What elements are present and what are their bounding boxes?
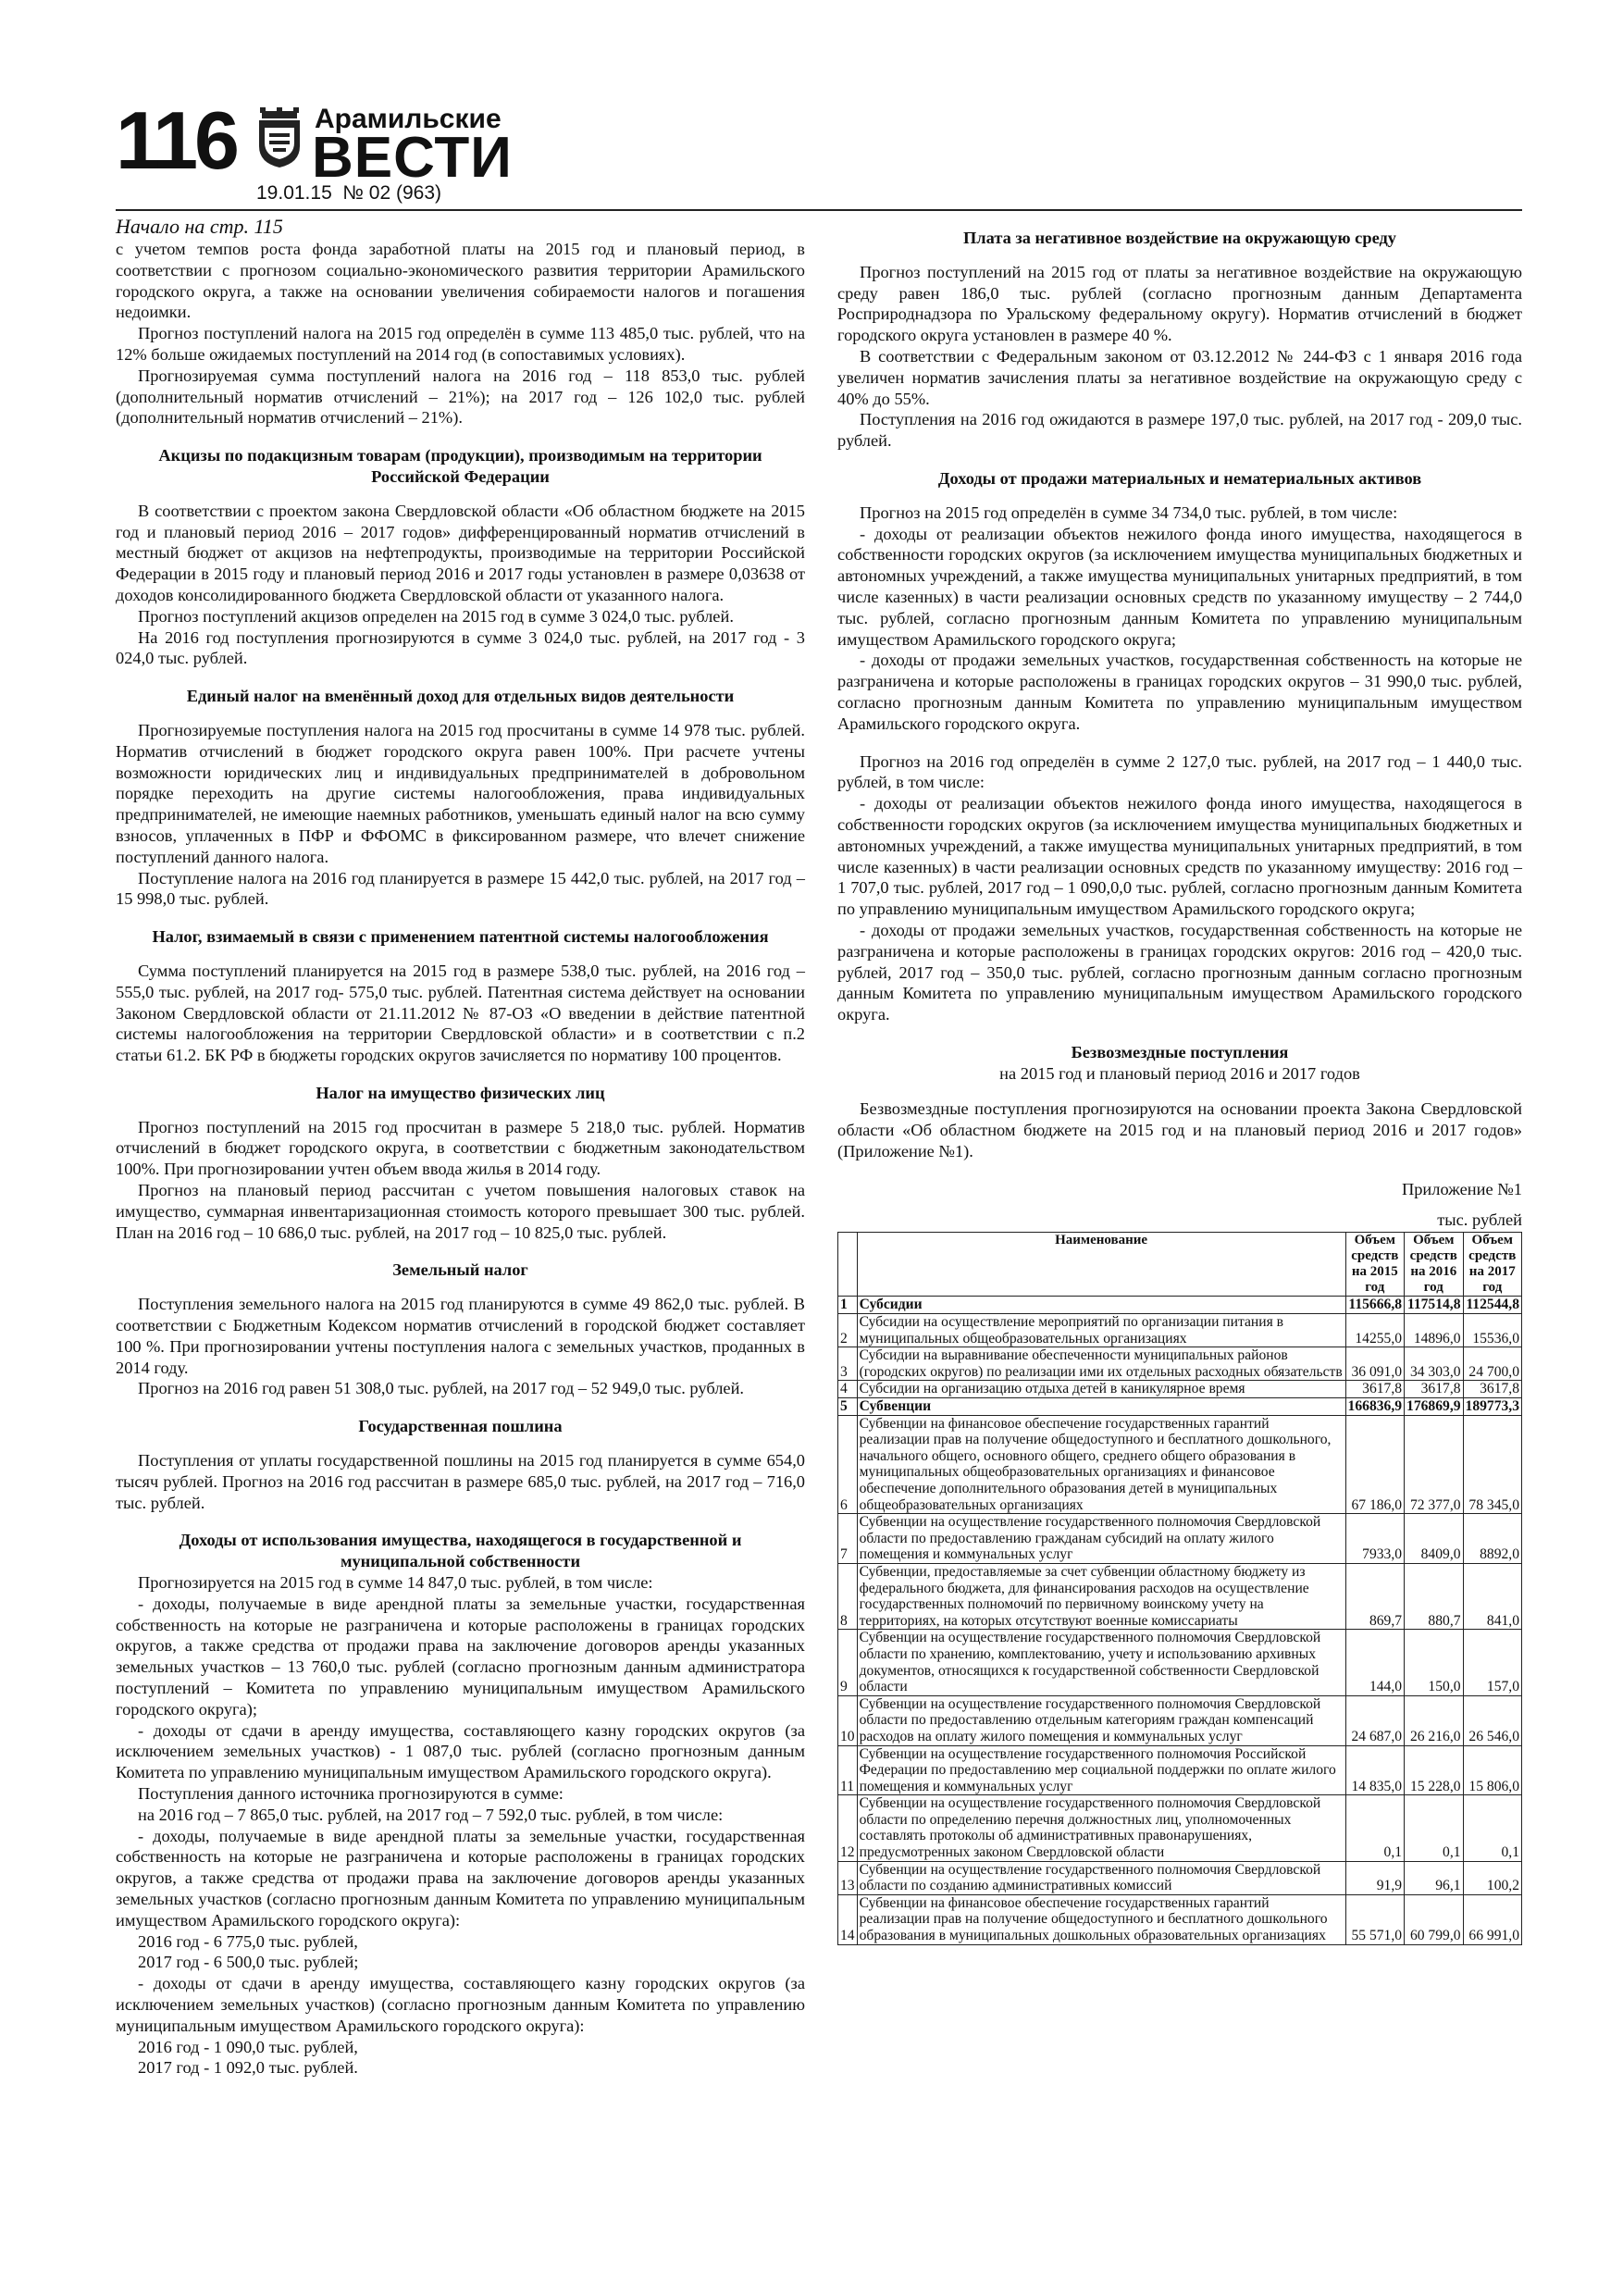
page-number: 116	[116, 94, 236, 186]
section-heading: Доходы от использования имущества, находящегося в государственной и муниципальной собственности	[179, 1531, 742, 1571]
row-number: 9	[838, 1630, 858, 1695]
table-row	[838, 1894, 1522, 1944]
row-name: Субсидии	[857, 1297, 1345, 1314]
value-2015: 144,0	[1345, 1630, 1404, 1695]
value-2017: 8892,0	[1463, 1514, 1521, 1564]
header-rule	[116, 209, 1522, 211]
value-2016: 150,0	[1405, 1630, 1463, 1695]
value-2017: 26 546,0	[1463, 1695, 1521, 1745]
table-header-row	[838, 1233, 1522, 1297]
paragraph: - доходы от сдачи в аренду имущества, составляющего казну городских округов (за исключением земельных участков) - 1 087,0 тыс. рублей (согласно прогнозным данным Комитета по управлению муниципальным имуществом Арамильского городского округа).	[116, 1720, 805, 1782]
paragraph: Прогноз на 2016 год определён в сумме 2 127,0 тыс. рублей, на 2017 год – 1 440,0 тыс. рублей, в том числе:	[837, 751, 1522, 792]
paragraph: Поступления на 2016 год ожидаются в размере 197,0 тыс. рублей, на 2017 год - 209,0 тыс. рублей.	[837, 410, 1522, 451]
paragraph: - доходы от сдачи в аренду имущества, составляющего казну городских округов (за исключением земельных участков) (согласно прогнозным данным Комитета по управлению муниципальным имуществом Арамильского городского округа):	[116, 1974, 805, 2035]
row-number: 5	[838, 1398, 858, 1416]
value-2016: 117514,8	[1405, 1297, 1463, 1314]
paragraph: Прогноз на 2015 год определён в сумме 34 734,0 тыс. рублей, в том числе:	[860, 503, 1398, 522]
value-2017: 78 345,0	[1463, 1415, 1521, 1514]
row-number: 4	[838, 1381, 858, 1398]
row-name: Субвенции на осуществление государственного полномочия Свердловской области по созданию административных комиссий	[857, 1861, 1345, 1894]
continued-from: Начало на стр. 115	[116, 215, 283, 238]
value-2015: 166836,9	[1345, 1398, 1404, 1416]
paragraph: Поступления земельного налога на 2015 год планируются в сумме 49 862,0 тыс. рублей. В соответствии с Бюджетным Кодексом норматив отчислений в городской бюджет составляет 100 %. При прогнозировании учтены поступления налога с земельных участков, проданных в 2014 году.	[116, 1295, 805, 1377]
value-2016: 0,1	[1405, 1795, 1463, 1861]
paragraph: Поступление налога на 2016 год планируется в размере 15 442,0 тыс. рублей, на 2017 год – 15 998,0 тыс. рублей.	[116, 868, 805, 909]
paragraph: - доходы, получаемые в виде арендной платы за земельные участки, государственная собственность на которые не разграничена и которые расположены в границах городских округов, а также средства от продажи права на заключение договоров аренды указанных земельных участков – 13 760,0 тыс. рублей (согласно прогнозным данным администратора поступлений – Комитета по управлению муниципальным имуществом Арамильского городского округа);	[116, 1594, 805, 1719]
paragraph: Прогноз на плановый период рассчитан с учетом повышения налоговых ставок на имущество, суммарная инвентаризационная стоимость которого превышает 300 тыс. рублей. План на 2016 год – 10 686,0 тыс. рублей, на 2017 год – 10 825,0 тыс. рублей.	[116, 1181, 805, 1242]
paragraph: В соответствии с проектом закона Свердловской области «Об областном бюджете на 2015 год и плановый период 2016 – 2017 годов» дифференцированный норматив отчислений в местный бюджет от акцизов на нефтепродукты, производимые на территории Российской Федерации в 2015 году и плановый период 2016 и 2017 годы установлен в размере 0,03638 от доходов консолидированного бюджета Свердловской области от указанного налога.	[116, 501, 805, 604]
paragraph: - доходы от реализации объектов нежилого фонда иного имущества, находящегося в собственности городских округов (за исключением имущества муниципальных бюджетных и автономных учреждений, а также имущества муниципальных унитарных предприятий, в том числе казенных) в части реализации основных средств по указанному имуществу: 2016 год – 1 707,0 тыс. рублей, 2017 год – 1 090,0,0 тыс. рублей, согласно прогнозным данным Комитета по управлению муниципальным имуществом Арамильского городского округа;	[837, 794, 1522, 919]
row-name: Субсидии на организацию отдыха детей в каникулярное время	[857, 1381, 1345, 1398]
value-2015: 869,7	[1345, 1563, 1404, 1629]
value-2015: 55 571,0	[1345, 1894, 1404, 1944]
row-name: Субсидии на выравнивание обеспеченности муниципальных районов (городских округов) по реализации ими их отдельных расходных обязательств	[857, 1347, 1345, 1381]
value-2015: 3617,8	[1345, 1381, 1404, 1398]
value-2016: 8409,0	[1405, 1514, 1463, 1564]
row-name: Субвенции на финансовое обеспечение государственных гарантий реализации прав на получение общедоступного и бесплатного дошкольного образования в муниципальных дошкольных образовательных организациях	[857, 1894, 1345, 1944]
right-column	[837, 228, 1522, 1945]
row-number: 13	[838, 1861, 858, 1894]
value-2017: 112544,8	[1463, 1297, 1521, 1314]
value-2017: 3617,8	[1463, 1381, 1521, 1398]
row-number: 2	[838, 1314, 858, 1347]
section-heading: Государственная пошлина	[358, 1417, 563, 1436]
value-2015: 14255,0	[1345, 1314, 1404, 1347]
paragraph: Прогнозируется на 2015 год в сумме 14 847,0 тыс. рублей, в том числе:	[138, 1573, 653, 1593]
value-2016: 14896,0	[1405, 1314, 1463, 1347]
value-2017: 15536,0	[1463, 1314, 1521, 1347]
paragraph: Безвозмездные поступления прогнозируются на основании проекта Закона Свердловской области «Об областном бюджете на 2015 год и на плановый период 2016 и 2017 годов» (Приложение №1).	[837, 1099, 1522, 1161]
table-row	[838, 1695, 1522, 1745]
table-row	[838, 1297, 1522, 1314]
row-number: 11	[838, 1745, 858, 1795]
value-2016: 15 228,0	[1405, 1745, 1463, 1795]
row-name: Субвенции на осуществление государственного полномочия Свердловской области по предоставлению гражданам субсидий на оплату жилого помещения и коммунальных услуг	[857, 1514, 1345, 1564]
appendix-label: Приложение №1	[1401, 1179, 1522, 1198]
coat-of-arms-icon	[256, 107, 303, 168]
table-row	[838, 1314, 1522, 1347]
table-row	[838, 1398, 1522, 1416]
row-number: 10	[838, 1695, 858, 1745]
table-row	[838, 1630, 1522, 1695]
section-heading: Безвозмездные поступления	[1071, 1042, 1289, 1061]
row-name: Субвенции на осуществление государственного полномочия Российской Федерации по предоставлению мер социальной поддержки по оплате жилого помещения и коммунальных услуг	[857, 1745, 1345, 1795]
row-number: 6	[838, 1415, 858, 1514]
brand-name-main: ВЕСТИ	[312, 126, 513, 190]
section-subheading: на 2015 год и плановый период 2016 и 2017 годов	[999, 1063, 1360, 1083]
paragraph: Прогноз поступлений акцизов определен на 2015 год в сумме 3 024,0 тыс. рублей.	[138, 606, 734, 626]
table-row	[838, 1745, 1522, 1795]
paragraph: 2016 год - 6 775,0 тыс. рублей,	[138, 1931, 358, 1951]
paragraph: - доходы, получаемые в виде арендной платы за земельные участки, государственная собственность на которые не разграничена и которые расположены в границах городских округов, а также средства от продажи права на заключение договоров аренды указанных земельных участков (согласно прогнозным данным Комитета по управлению муниципальным имуществом Арамильского городского округа):	[116, 1826, 805, 1930]
paragraph: Поступления данного источника прогнозируются в сумме:	[138, 1784, 564, 1803]
value-2015: 115666,8	[1345, 1297, 1404, 1314]
table-row	[838, 1347, 1522, 1381]
table-row	[838, 1514, 1522, 1564]
table-row	[838, 1381, 1522, 1398]
value-2017: 157,0	[1463, 1630, 1521, 1695]
paragraph: - доходы от продажи земельных участков, государственная собственность на которые не разграничена и которые расположены в границах городских округов: 2016 год – 420,0 тыс. рублей, 2017 год – 350,0 тыс. рублей, согласно прогнозным данным согласно прогнозным данным Комитета по управлению муниципальным имуществом Арамильского городского округа.	[837, 920, 1522, 1024]
spacer	[837, 1162, 1522, 1179]
value-2015: 0,1	[1345, 1795, 1404, 1861]
table-row	[838, 1795, 1522, 1861]
paragraph: На 2016 год поступления прогнозируются в сумме 3 024,0 тыс. рублей, на 2017 год - 3 024,0 тыс. рублей.	[116, 627, 805, 668]
value-2016: 72 377,0	[1405, 1415, 1463, 1514]
table-header-cell: Объем средств на 2015 год	[1345, 1233, 1404, 1297]
paragraph: Прогнозируемые поступления налога на 2015 год просчитаны в сумме 14 978 тыс. рублей. Норматив отчислений в бюджет городского округа равен 100%. При расчете учтены возможности юридических лиц и индивидуальных предпринимателей в добровольном порядке переходить на другие системы налогообложения, права индивидуальных предпринимателей, не имеющие наемных работников, уменьшать единый налог на всю сумму взносов, уплаченных в ПФР и ФФОМС в фиксированном размере, что влечет снижение поступлений данного налога.	[116, 720, 805, 866]
paragraph: Поступления от уплаты государственной пошлины на 2015 год планируется в сумме 654,0 тысяч рублей. Прогноз на 2016 год рассчитан в размере 685,0 тыс. рублей, на 2017 год – 716,0 тыс. рублей.	[116, 1451, 805, 1512]
section-heading: Плата за негативное воздействие на окружающую среду	[962, 229, 1396, 247]
value-2016: 3617,8	[1405, 1381, 1463, 1398]
row-name: Субвенции на осуществление государственного полномочия Свердловской области по предоставлению отдельным категориям граждан компенсаций расходов на оплату жилого помещения и коммунальных услуг	[857, 1695, 1345, 1745]
value-2017: 0,1	[1463, 1795, 1521, 1861]
brand-name-top: Арамильские	[315, 104, 502, 134]
value-2016: 880,7	[1405, 1563, 1463, 1629]
table-row	[838, 1563, 1522, 1629]
table-row	[838, 1415, 1522, 1514]
paragraph: В соответствии с Федеральным законом от 03.12.2012 № 244-ФЗ с 1 января 2016 года увеличен норматив зачисления платы за негативное воздействие на окружающую среду с 40% до 55%.	[837, 346, 1522, 408]
value-2015: 91,9	[1345, 1861, 1404, 1894]
issue-date-number: 19.01.15 № 02 (963)	[256, 182, 441, 204]
value-2016: 176869,9	[1405, 1398, 1463, 1416]
paragraph: с учетом темпов роста фонда заработной платы на 2015 год и плановый период, в соответствии с прогнозом социально-экономического развития территории Арамильского городского округа, а также на основании увеличения собираемости налогов и погашения недоимки.	[116, 240, 805, 322]
row-number: 14	[838, 1894, 858, 1944]
section-heading: Доходы от продажи материальных и нематериальных активов	[937, 468, 1422, 488]
value-2016: 34 303,0	[1405, 1347, 1463, 1381]
row-name: Субвенции на финансовое обеспечение государственных гарантий реализации прав на получение общедоступного и бесплатного дошкольного, начального общего, основного общего, среднего общего образования в муниципальных общеобразовательных организациях и финансовое обеспечение дополнительного образования детей в муниципальных общеобразовательных организациях	[857, 1415, 1345, 1514]
section-heading: Акцизы по подакцизным товарам (продукции), производимым на территории Российской Федерации	[158, 446, 762, 486]
appendix-table	[837, 1232, 1522, 1944]
row-name: Субвенции на осуществление государственного полномочия Свердловской области по хранению, комплектованию, учету и использованию архивных документов, относящихся к государственной собственности Свердловской области	[857, 1630, 1345, 1695]
paragraph: на 2016 год – 7 865,0 тыс. рублей, на 2017 год – 7 592,0 тыс. рублей, в том числе:	[138, 1805, 724, 1824]
left-column	[116, 215, 805, 2079]
row-number: 1	[838, 1297, 858, 1314]
value-2016: 96,1	[1405, 1861, 1463, 1894]
value-2015: 67 186,0	[1345, 1415, 1404, 1514]
value-2015: 24 687,0	[1345, 1695, 1404, 1745]
table-header-cell: Наименование	[857, 1233, 1345, 1297]
table-header-cell	[838, 1233, 858, 1297]
paragraph: 2017 год - 6 500,0 тыс. рублей;	[138, 1953, 359, 1972]
paragraph: Сумма поступлений планируется на 2015 год в размере 538,0 тыс. рублей, на 2016 год – 555,0 тыс. рублей, на 2017 год- 575,0 тыс. рублей. Патентная система действует на основании Законом Свердловской области от 21.11.2012 № 87-ОЗ «О введении в действие патентной системы налогообложения на территории Свердловской области» и в соответствии с п.2 статьи 61.2. БК РФ в бюджеты городских округов зачисляется по нормативу 100 процентов.	[116, 961, 805, 1065]
value-2017: 841,0	[1463, 1563, 1521, 1629]
table-header-cell: Объем средств на 2016 год	[1405, 1233, 1463, 1297]
section-heading: Налог, взимаемый в связи с применением патентной системы налогообложения	[152, 927, 769, 947]
row-number: 8	[838, 1563, 858, 1629]
row-name: Субвенции	[857, 1398, 1345, 1416]
value-2017: 189773,3	[1463, 1398, 1521, 1416]
paragraph: 2016 год - 1 090,0 тыс. рублей,	[138, 2037, 358, 2056]
row-number: 7	[838, 1514, 858, 1564]
section-heading: Единый налог на вменённый доход для отдельных видов деятельности	[186, 687, 735, 706]
paragraph: Прогноз поступлений на 2015 год от платы за негативное воздействие на окружающую среду равен 186,0 тыс. рублей (согласно прогнозным данным Департамента Росприроднадзора по Уральскому федеральному округу). Норматив отчислений в бюджет городского округа установлен в размере 40 %.	[837, 262, 1522, 345]
value-2017: 24 700,0	[1463, 1347, 1521, 1381]
value-2016: 60 799,0	[1405, 1894, 1463, 1944]
row-number: 12	[838, 1795, 858, 1861]
value-2017: 15 806,0	[1463, 1745, 1521, 1795]
paragraph: - доходы от продажи земельных участков, государственная собственность на которые не разграничена и которые расположены в границах городских округов – 31 990,0 тыс. рублей, согласно прогнозным данным Комитета по управлению муниципальным имуществом Арамильского городского округа.	[837, 651, 1522, 733]
paragraph: Прогноз поступлений налога на 2015 год определён в сумме 113 485,0 тыс. рублей, что на 12% больше ожидаемых поступлений на 2014 год (в сопоставимых условиях).	[116, 324, 805, 364]
row-name: Субсидии на осуществление мероприятий по организации питания в муниципальных общеобразовательных организациях	[857, 1314, 1345, 1347]
table-header-cell: Объем средств на 2017 год	[1463, 1233, 1521, 1297]
units-label: тыс. рублей	[1437, 1210, 1522, 1229]
value-2015: 36 091,0	[1345, 1347, 1404, 1381]
spacer	[837, 735, 1522, 751]
spacer	[837, 1200, 1522, 1210]
value-2016: 26 216,0	[1405, 1695, 1463, 1745]
paragraph: - доходы от реализации объектов нежилого фонда иного имущества, находящегося в собственности городских округов (за исключением имущества муниципальных бюджетных и автономных учреждений, а также имущества муниципальных унитарных предприятий, в том числе казенных) в части реализации основных средств по указанному имуществу – 2 744,0 тыс. рублей, согласно прогнозным данным Комитета по управлению муниципальным имуществом Арамильского городского округа;	[837, 524, 1522, 649]
section-heading: Налог на имущество физических лиц	[316, 1083, 605, 1102]
paragraph: 2017 год - 1 092,0 тыс. рублей.	[138, 2058, 358, 2078]
section-heading: Земельный налог	[392, 1260, 528, 1280]
value-2015: 14 835,0	[1345, 1745, 1404, 1795]
value-2017: 100,2	[1463, 1861, 1521, 1894]
table-row	[838, 1861, 1522, 1894]
paragraph: Прогноз поступлений на 2015 год просчитан в размере 5 218,0 тыс. рублей. Норматив отчислений в бюджет городского округа, в соответствии с бюджетным законодательством 100%. При прогнозировании учтен объем ввода жилья в 2014 году.	[116, 1117, 805, 1179]
value-2015: 7933,0	[1345, 1514, 1404, 1564]
row-name: Субвенции, предоставляемые за счет субвенции областному бюджету из федерального бюджета, для финансирования расходов на осуществление государственных полномочий по первичному воинскому учету на территориях, на которых отсутствуют военные комиссариаты	[857, 1563, 1345, 1629]
value-2017: 66 991,0	[1463, 1894, 1521, 1944]
row-number: 3	[838, 1347, 858, 1381]
paragraph: Прогноз на 2016 год равен 51 308,0 тыс. рублей, на 2017 год – 52 949,0 тыс. рублей.	[138, 1379, 745, 1398]
paragraph: Прогнозируемая сумма поступлений налога на 2016 год – 118 853,0 тыс. рублей (дополнительный норматив отчислений – 21%); на 2017 год – 126 102,0 тыс. рублей (дополнительный норматив отчислений – 21%).	[116, 366, 805, 428]
row-name: Субвенции на осуществление государственного полномочия Свердловской области по определению перечня должностных лиц, уполномоченных составлять протоколы об административных правонарушениях, предусмотренных законом Свердловской области	[857, 1795, 1345, 1861]
masthead	[116, 94, 1522, 204]
